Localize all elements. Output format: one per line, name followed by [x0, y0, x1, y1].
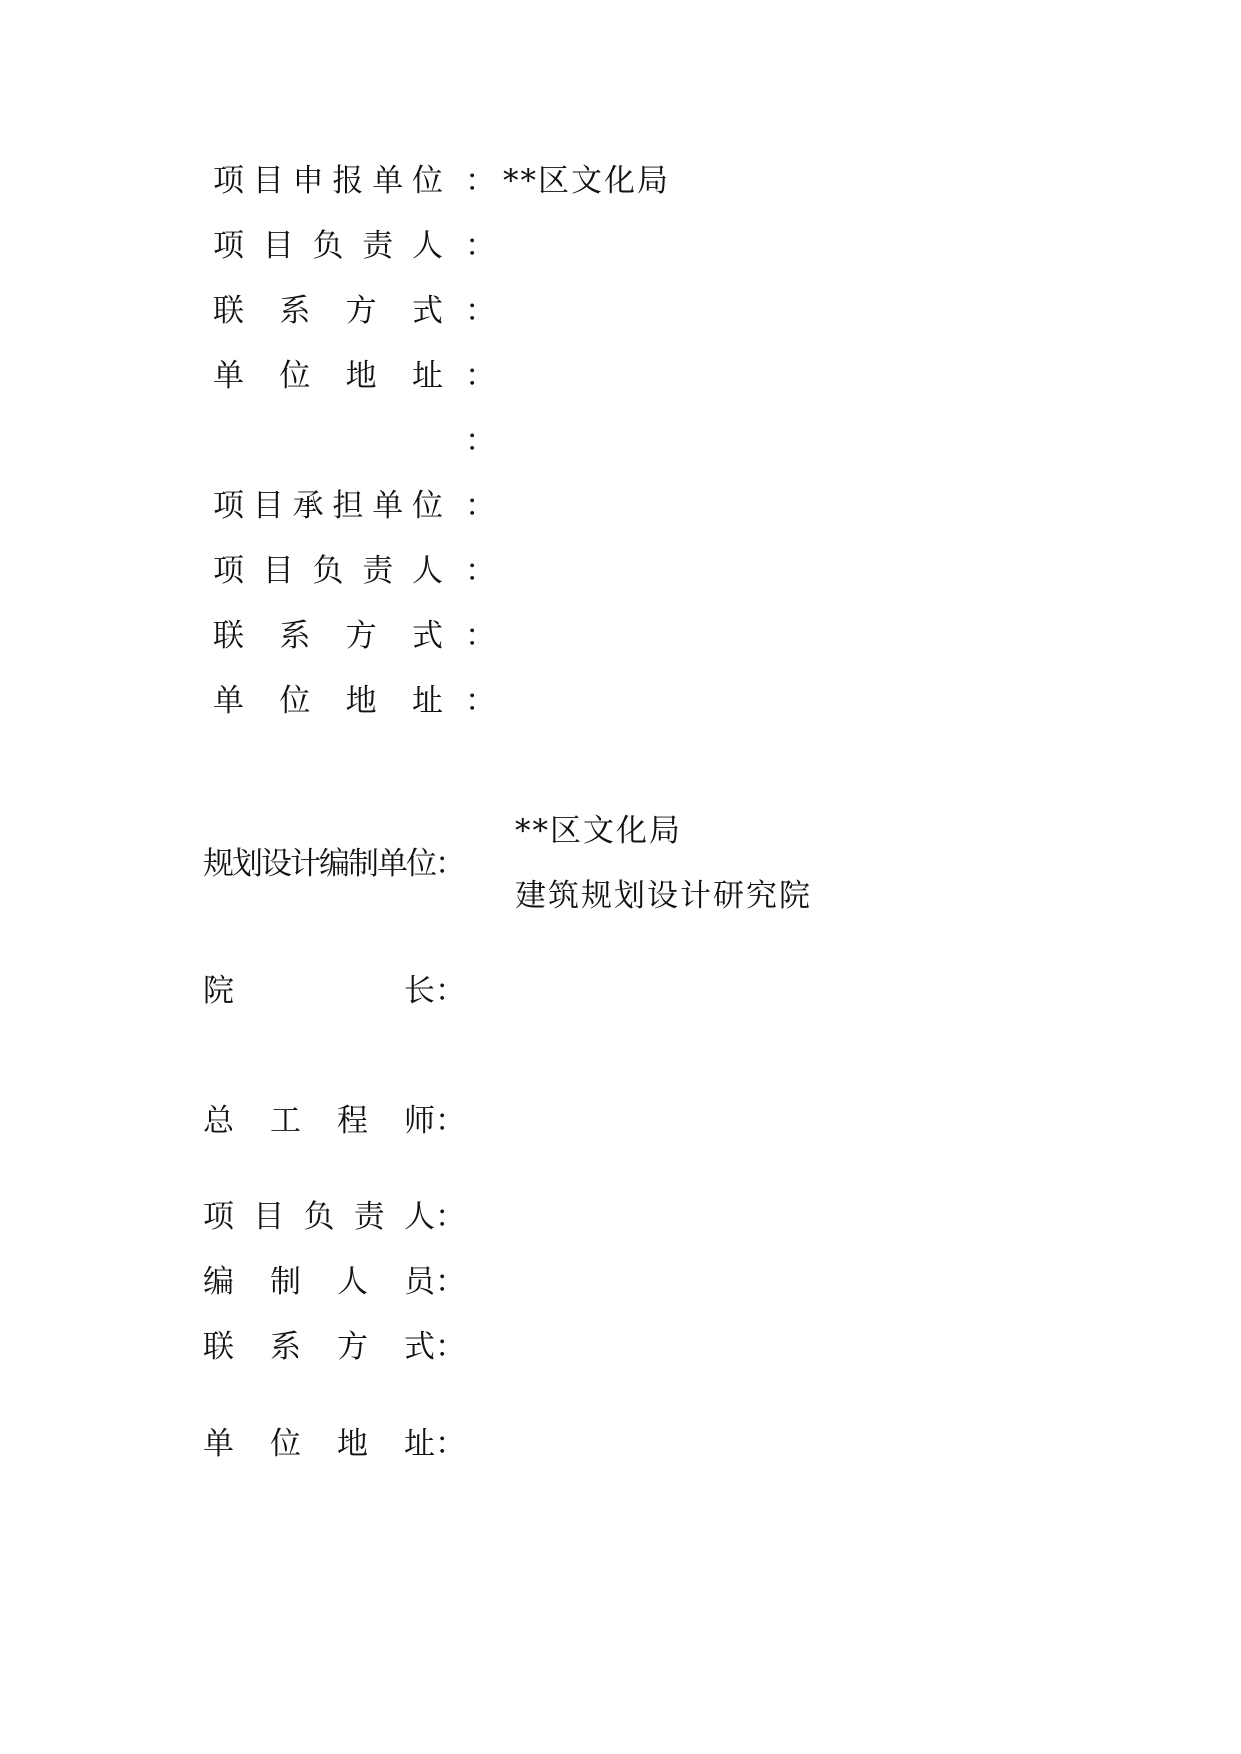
label-char: 单: [203, 1426, 234, 1462]
compiler-leader-label: [203, 1195, 435, 1239]
label-char: 制: [270, 1264, 301, 1300]
compiler-unit-label: 规划设计编制单位: [203, 846, 435, 882]
label-char: 责: [362, 228, 394, 264]
colon: ：: [435, 1199, 466, 1235]
colon: ：: [435, 1329, 466, 1365]
label-char: 人: [412, 228, 443, 264]
label-char: 系: [270, 1329, 301, 1365]
label-char: 位: [279, 358, 311, 394]
label-char: 式: [411, 293, 443, 329]
compiler-unit-value-line2: 建筑规划设计研究院: [515, 878, 812, 914]
colon: ：: [435, 1103, 466, 1139]
label-char: 址: [404, 1426, 435, 1462]
label-char: 地: [345, 358, 377, 394]
label-char: 项: [213, 553, 244, 589]
declaring-unit-value: **区文化局: [503, 163, 670, 199]
label-char: 位: [411, 488, 443, 524]
label-char: 负: [312, 553, 344, 589]
undertaking-address-label: [213, 679, 443, 723]
label-char: 地: [337, 1426, 368, 1462]
colon: ：: [435, 973, 466, 1009]
label-char: 方: [337, 1329, 368, 1365]
colon: ：: [465, 228, 496, 264]
label-char: 单: [372, 488, 404, 524]
label-char: 责: [362, 553, 394, 589]
chief-engineer-label: [203, 1099, 435, 1143]
label-char: 联: [213, 293, 244, 329]
label-char: 位: [279, 683, 311, 719]
undertaking-leader-label: [213, 549, 443, 593]
declaring-address-label: [213, 354, 443, 398]
compiler-staff-label: [203, 1260, 435, 1304]
label-char: 系: [279, 293, 311, 329]
declaring-contact-label: [213, 289, 443, 333]
label-char: 单: [213, 358, 244, 394]
label-char: 目: [252, 488, 284, 524]
colon: ：: [435, 846, 466, 882]
label-char: 项: [203, 1199, 234, 1235]
label-char: 式: [411, 618, 443, 654]
colon: ：: [465, 683, 496, 719]
label-char: 担: [332, 488, 364, 524]
label-char: 申: [292, 163, 324, 199]
label-char: 式: [404, 1329, 435, 1365]
label-char: 人: [412, 553, 443, 589]
colon: ：: [465, 488, 496, 524]
label-char: 总: [203, 1103, 234, 1139]
label-char: 师: [404, 1103, 435, 1139]
label-char: 址: [411, 683, 443, 719]
label-char: 报: [332, 163, 364, 199]
label-char: 项: [213, 228, 244, 264]
colon: ：: [465, 423, 496, 459]
label-char: 目: [253, 1199, 285, 1235]
compiler-address-label: [203, 1422, 435, 1466]
undertaking-contact-label: [213, 614, 443, 658]
label-char: 院: [203, 973, 234, 1009]
label-char: 目: [252, 163, 284, 199]
label-char: 项: [213, 488, 244, 524]
colon: ：: [465, 293, 496, 329]
colon: ：: [465, 618, 496, 654]
label-char: 员: [404, 1264, 435, 1300]
undertaking-unit-label: [213, 484, 443, 528]
label-char: 位: [411, 163, 443, 199]
declaring-leader-label: [213, 224, 443, 268]
label-char: 系: [279, 618, 311, 654]
label-char: 工: [270, 1103, 301, 1139]
label-char: 程: [337, 1103, 368, 1139]
compiler-contact-label: [203, 1325, 435, 1369]
label-char: 址: [411, 358, 443, 394]
label-char: 人: [404, 1199, 435, 1235]
label-char: 长: [404, 973, 435, 1009]
label-char: 项: [213, 163, 244, 199]
label-char: 单: [213, 683, 244, 719]
label-char: 承: [292, 488, 324, 524]
label-char: 单: [372, 163, 404, 199]
colon: ：: [435, 1426, 466, 1462]
label-char: 目: [262, 228, 294, 264]
colon: ：: [465, 358, 496, 394]
label-char: 联: [213, 618, 244, 654]
label-char: 方: [345, 618, 377, 654]
colon: ：: [465, 163, 496, 199]
label-char: 人: [337, 1264, 368, 1300]
president-label: [203, 969, 435, 1013]
compiler-unit-value-line1: **区文化局: [515, 813, 682, 849]
colon: ：: [465, 553, 496, 589]
label-char: 地: [345, 683, 377, 719]
label-char: 编: [203, 1264, 234, 1300]
label-char: 负: [303, 1199, 335, 1235]
label-char: 联: [203, 1329, 234, 1365]
colon: ：: [435, 1264, 466, 1300]
label-char: 方: [345, 293, 377, 329]
label-char: 责: [353, 1199, 385, 1235]
declaring-unit-label: [213, 159, 443, 203]
label-char: 目: [262, 553, 294, 589]
label-char: 位: [270, 1426, 301, 1462]
label-char: 负: [312, 228, 344, 264]
